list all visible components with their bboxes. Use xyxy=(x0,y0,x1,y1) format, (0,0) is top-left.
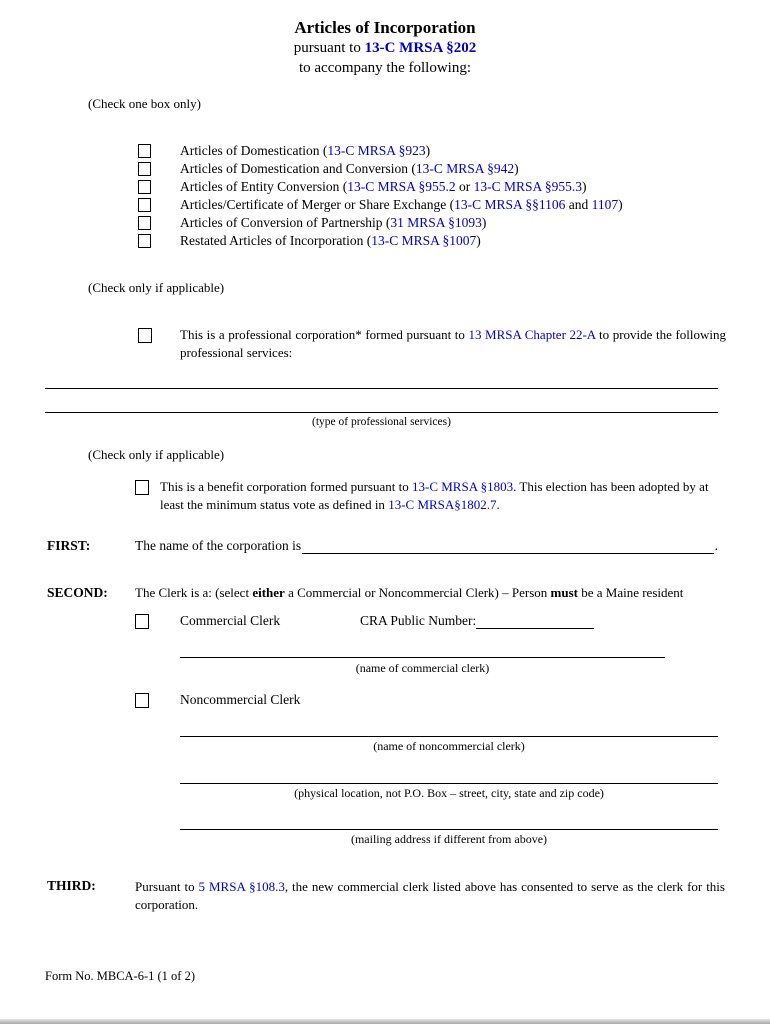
check-item-label xyxy=(180,179,587,195)
statute-link-1007[interactable]: 13-C MRSA §1007 xyxy=(371,233,477,248)
statute-link-1106[interactable]: 13-C MRSA §§1106 xyxy=(454,197,566,212)
label-text: ) xyxy=(514,161,519,176)
second-text xyxy=(135,585,683,601)
label-text: Articles/Certificate of Merger or Share Exchange ( xyxy=(180,197,455,212)
label-text: ) xyxy=(425,143,431,158)
statute-link-955-3[interactable]: 13-C MRSA §955.3 xyxy=(473,179,583,194)
check-one-instruction: (Check one box only) xyxy=(88,96,202,111)
check-item-domestication-conversion xyxy=(138,160,623,178)
mailing-address-caption: (mailing address if different from above) xyxy=(350,832,548,846)
statute-link-1107[interactable]: 1107 xyxy=(591,197,619,212)
checkbox-entity-conversion[interactable] xyxy=(138,180,151,194)
form-header xyxy=(0,18,770,78)
mailing-address-line[interactable] xyxy=(180,829,718,830)
check-item-label xyxy=(180,233,481,249)
statute-link-942[interactable]: 13-C MRSA §942 xyxy=(415,161,515,176)
check-item-label xyxy=(180,143,430,159)
checkbox-noncommercial-clerk[interactable] xyxy=(135,693,149,708)
label-text: and xyxy=(565,197,592,212)
checkbox-merger-share-exchange[interactable] xyxy=(138,198,151,212)
statute-link-1802-7[interactable]: 13-C MRSA§1802.7 xyxy=(388,497,497,512)
professional-services-line-2[interactable] xyxy=(45,412,718,413)
statute-link-955-2[interactable]: 13-C MRSA §955.2 xyxy=(347,179,456,194)
label-text: Restated Articles of Incorporation ( xyxy=(180,233,372,248)
checkbox-commercial-clerk[interactable] xyxy=(135,614,149,629)
clause-text: . xyxy=(496,497,500,512)
professional-clause xyxy=(180,326,726,362)
commercial-clerk-label: Commercial Clerk xyxy=(180,613,281,628)
second-label: SECOND: xyxy=(47,585,108,600)
label-text: Articles of Domestication and Conversion ( xyxy=(180,161,416,176)
checkbox-restated-articles[interactable] xyxy=(138,234,151,248)
corporation-name-line[interactable] xyxy=(302,539,714,554)
label-text: Articles of Conversion of Partnership ( xyxy=(180,215,391,230)
subtitle-line xyxy=(0,38,770,58)
clause-text: to provide the following professional services: xyxy=(180,327,726,360)
benefit-instruction: (Check only if applicable) xyxy=(88,447,225,462)
statute-link-202[interactable]: 13-C MRSA §202 xyxy=(364,40,477,56)
second-text-part: be a Maine resident xyxy=(577,585,684,600)
second-text-bold: either xyxy=(252,585,285,600)
check-item-restated-articles xyxy=(138,232,623,250)
clause-text: Pursuant to xyxy=(135,879,199,894)
professional-services-caption: (type of professional services) xyxy=(312,416,451,428)
physical-location-caption: (physical location, not P.O. Box – street, city, state and zip code) xyxy=(294,786,604,800)
page-title: Articles of Incorporation xyxy=(294,18,476,37)
checkbox-domestication-conversion[interactable] xyxy=(138,162,151,176)
second-text-bold: must xyxy=(550,585,578,600)
commercial-clerk-name-line[interactable] xyxy=(180,657,665,658)
check-item-label xyxy=(180,215,486,231)
first-text: The name of the corporation is xyxy=(135,538,302,553)
page-edge-shadow xyxy=(0,1019,770,1024)
statute-link-1093[interactable]: 31 MRSA §1093 xyxy=(390,215,482,230)
second-text-part: The Clerk is a: (select xyxy=(135,585,253,600)
check-item-entity-conversion xyxy=(138,178,623,196)
clause-text: , the new commercial clerk listed above has consented to serve as the clerk for this corporation. xyxy=(135,879,725,912)
section-third xyxy=(47,878,725,914)
section-first xyxy=(47,538,718,554)
clause-text: . This election has been adopted by at least the minimum status vote as defined in xyxy=(160,479,709,512)
noncommercial-clerk-label: Noncommercial Clerk xyxy=(180,692,301,707)
clause-text: This is a professional corporation* formed pursuant to xyxy=(180,327,469,342)
subtitle-line-2: to accompany the following: xyxy=(298,60,472,76)
label-text: ) xyxy=(481,215,487,230)
benefit-clause xyxy=(160,478,727,514)
first-period: . xyxy=(714,538,718,553)
checkbox-benefit-corporation[interactable] xyxy=(135,480,149,495)
form-number: Form No. MBCA-6-1 (1 of 2) xyxy=(45,969,195,983)
professional-services-line-1[interactable] xyxy=(45,388,718,389)
third-clause xyxy=(135,878,725,914)
label-text: or xyxy=(455,179,474,194)
noncommercial-clerk-name-line[interactable] xyxy=(180,736,718,737)
cra-public-number-label: CRA Public Number: xyxy=(360,613,477,628)
check-item-domestication xyxy=(138,142,623,160)
physical-location-line[interactable] xyxy=(180,783,718,784)
check-item-conversion-partnership xyxy=(138,214,623,232)
label-text: ) xyxy=(618,197,623,212)
checkbox-domestication[interactable] xyxy=(138,144,151,158)
first-label: FIRST: xyxy=(47,538,91,553)
noncommercial-clerk-name-caption: (name of noncommercial clerk) xyxy=(373,739,525,753)
statute-link-108-3[interactable]: 5 MRSA §108.3 xyxy=(198,879,285,894)
checkbox-professional-corporation[interactable] xyxy=(138,328,152,343)
check-item-label xyxy=(180,197,623,213)
checkbox-conversion-partnership[interactable] xyxy=(138,216,151,230)
check-item-label xyxy=(180,161,519,177)
second-text-part: a Commercial or Noncommercial Clerk) – Person xyxy=(284,585,551,600)
commercial-clerk-row xyxy=(135,613,594,629)
subtitle-text: pursuant to xyxy=(293,40,365,56)
document-type-checklist xyxy=(138,142,623,250)
label-text: Articles of Domestication ( xyxy=(180,143,328,158)
noncommercial-clerk-row xyxy=(135,692,360,708)
cra-public-number-line[interactable] xyxy=(476,614,594,629)
statute-link-1803[interactable]: 13-C MRSA §1803 xyxy=(412,479,514,494)
statute-link-chapter-22a[interactable]: 13 MRSA Chapter 22-A xyxy=(468,327,596,342)
first-content xyxy=(135,538,718,554)
check-item-merger-share-exchange xyxy=(138,196,623,214)
clause-text: This is a benefit corporation formed pursuant to xyxy=(160,479,412,494)
section-second xyxy=(47,585,727,601)
statute-link-923[interactable]: 13-C MRSA §923 xyxy=(327,143,426,158)
commercial-clerk-name-caption: (name of commercial clerk) xyxy=(355,661,490,675)
third-label: THIRD: xyxy=(47,878,96,893)
label-text: ) xyxy=(582,179,587,194)
label-text: ) xyxy=(476,233,481,248)
label-text: Articles of Entity Conversion ( xyxy=(180,179,348,194)
professional-instruction: (Check only if applicable) xyxy=(88,280,225,295)
